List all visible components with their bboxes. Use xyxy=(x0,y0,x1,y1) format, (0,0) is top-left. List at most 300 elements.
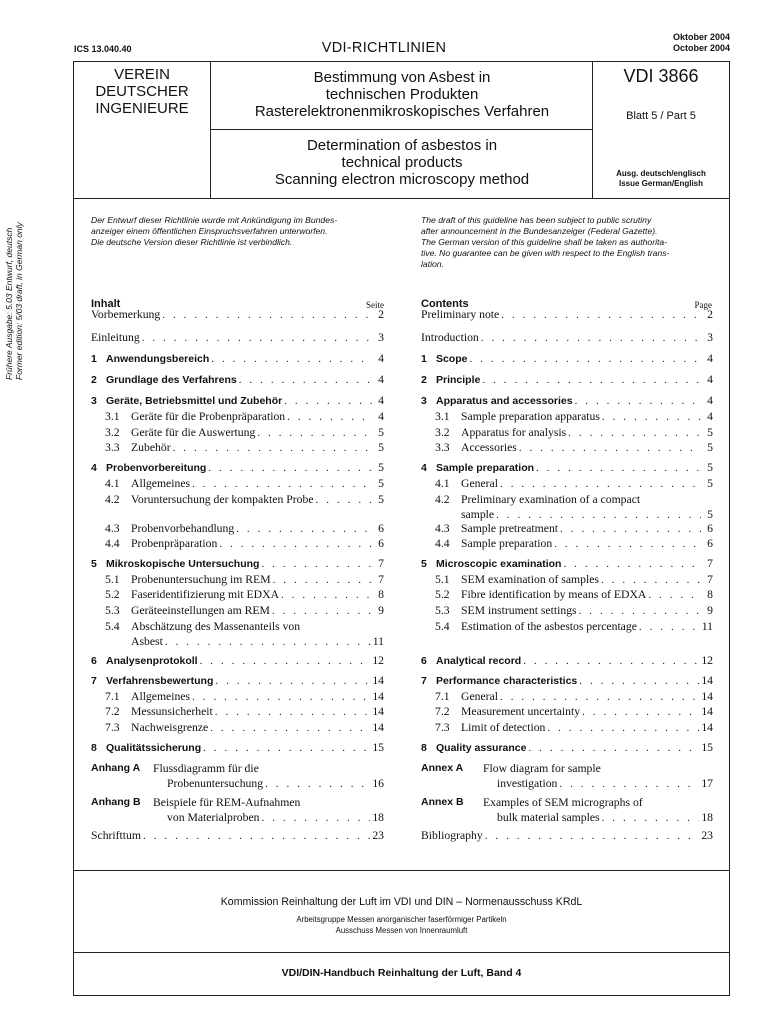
toc-section-number: 5.2 xyxy=(105,588,120,601)
toc-page-number: 2 xyxy=(378,308,384,321)
leader-dots xyxy=(215,706,371,718)
toc-page-number: 12 xyxy=(372,654,384,667)
toc-section-entry[interactable] xyxy=(91,674,384,687)
leader-dots xyxy=(500,691,699,703)
publisher-line: VEREIN xyxy=(114,66,170,83)
leader-dots xyxy=(579,675,699,687)
leader-dots xyxy=(192,478,372,490)
toc-page-number: 5 xyxy=(707,426,713,439)
toc-section-number: 7.3 xyxy=(105,721,120,734)
working-groups xyxy=(74,914,729,936)
toc-subsection-entry[interactable] xyxy=(435,604,713,617)
toc-subsection-entry[interactable] xyxy=(105,721,384,734)
toc-entry-label: General xyxy=(461,477,498,490)
leader-dots xyxy=(273,574,372,586)
former-edition-en: Former edition: 5/03 draft, in German only xyxy=(14,222,24,380)
toc-section-entry[interactable] xyxy=(91,461,384,474)
toc-page-number: 8 xyxy=(707,588,713,601)
toc-section-number: 6 xyxy=(421,655,427,667)
leader-dots xyxy=(143,830,370,842)
toc-entry-label: Geräte für die Auswertung xyxy=(131,426,256,439)
toc-subsection-entry[interactable] xyxy=(105,573,384,586)
toc-page-number: 5 xyxy=(707,508,713,521)
toc-entry-label: Allgemeines xyxy=(131,477,191,490)
toc-subsection-entry[interactable] xyxy=(435,493,713,506)
toc-entry-label: Preliminary examination of a compact xyxy=(461,493,641,506)
leader-dots xyxy=(554,538,701,550)
toc-page-number: 14 xyxy=(372,690,384,703)
toc-page-number: 5 xyxy=(378,426,384,439)
toc-section-number: 3 xyxy=(421,395,427,407)
toc-page-number: 6 xyxy=(378,522,384,535)
toc-section-number: 4 xyxy=(421,462,427,474)
toc-entry-label: Abschätzung des Massenanteils von xyxy=(131,620,301,633)
toc-entry-label: Limit of detection xyxy=(461,721,546,734)
toc-section-number: 3.2 xyxy=(105,426,120,439)
toc-heading-de: Inhalt xyxy=(91,298,121,310)
toc-page-number: 5 xyxy=(707,461,713,474)
toc-page-number: 14 xyxy=(372,721,384,734)
leader-dots xyxy=(582,706,699,718)
toc-section-entry[interactable] xyxy=(91,373,384,386)
working-group-line: Ausschuss Messen von Innenraumluft xyxy=(335,926,468,935)
toc-section-entry[interactable] xyxy=(421,352,713,365)
toc-page-number: 23 xyxy=(372,829,384,842)
toc-entry-label: Accessories xyxy=(461,441,517,454)
toc-page-number: 4 xyxy=(707,394,713,407)
leader-dots xyxy=(528,742,699,754)
toc-section-entry[interactable] xyxy=(421,674,713,687)
leader-dots xyxy=(239,374,372,386)
leader-dots xyxy=(470,353,701,365)
leader-dots xyxy=(211,353,372,365)
toc-entry-label: Estimation of the asbestos percentage xyxy=(461,620,637,633)
toc-entry-label: Quality assurance xyxy=(436,742,527,754)
toc-entry-label: Sample preparation xyxy=(461,537,553,550)
toc-entry-label: Mikroskopische Untersuchung xyxy=(106,558,260,570)
leader-dots xyxy=(281,589,372,601)
toc-subsection-entry[interactable] xyxy=(105,705,384,718)
toc-section-number: 5.4 xyxy=(435,620,450,633)
leader-dots xyxy=(261,558,372,570)
issue-date xyxy=(673,32,730,54)
toc-entry-label: investigation xyxy=(497,777,558,790)
leader-dots xyxy=(485,830,700,842)
toc-entry-label: Vorbemerkung xyxy=(91,308,161,321)
leader-dots xyxy=(568,427,701,439)
issue-date-de: Oktober 2004 xyxy=(672,32,730,42)
toc-entry-label: Zubehör xyxy=(131,441,171,454)
toc-page-number: 5 xyxy=(378,477,384,490)
publisher-line: DEUTSCHER xyxy=(95,83,189,100)
toc-section-number: 7.2 xyxy=(105,705,120,718)
divider-left xyxy=(210,62,211,198)
toc-section-number: 5.3 xyxy=(105,604,120,617)
toc-page-number: 16 xyxy=(372,777,384,790)
toc-entry-label: bulk material samples xyxy=(497,811,600,824)
toc-entry-label: Messunsicherheit xyxy=(131,705,213,718)
toc-section-entry[interactable] xyxy=(421,654,713,667)
toc-entry-label: Schrifttum xyxy=(91,829,141,842)
toc-entry-label: SEM instrument settings xyxy=(461,604,577,617)
leader-dots xyxy=(481,332,701,344)
leader-dots xyxy=(496,509,701,521)
note-line: after announcement in the Bundesanzeiger (Federal Gazette). xyxy=(421,226,658,236)
toc-entry-label: Analytical record xyxy=(436,655,522,667)
leader-dots xyxy=(142,332,372,344)
leader-dots xyxy=(559,777,699,792)
title-line: Rasterelektronenmikroskopisches Verfahren xyxy=(254,103,550,120)
toc-page-number: 18 xyxy=(701,811,713,824)
toc-section-number: 5.1 xyxy=(105,573,120,586)
toc-subsection-entry[interactable] xyxy=(105,410,384,423)
toc-entry-label: Probenuntersuchung xyxy=(167,777,264,790)
toc-subsection-entry[interactable] xyxy=(435,522,713,535)
toc-section-number: 3 xyxy=(91,395,97,407)
toc-annex-key: Anhang B xyxy=(91,796,141,808)
toc-entry-line2 xyxy=(167,776,384,792)
toc-section-number: 3.2 xyxy=(435,426,450,439)
leader-dots xyxy=(219,538,372,550)
toc-page-number: 17 xyxy=(701,777,713,790)
leader-dots xyxy=(500,478,701,490)
toc-subsection-entry[interactable] xyxy=(435,588,713,601)
toc-page-number: 4 xyxy=(378,352,384,365)
toc-page-number: 18 xyxy=(372,811,384,824)
toc-entry-label: Geräte für die Probenpräparation xyxy=(131,410,286,423)
issue-language-de: Ausg. deutsch/englisch xyxy=(616,169,706,178)
toc-page-number: 7 xyxy=(378,573,384,586)
toc-subsection-entry[interactable] xyxy=(435,477,713,490)
toc-section-number: 5.4 xyxy=(105,620,120,633)
issue-language xyxy=(593,169,729,189)
toc-entry-label: Geräteeinstellungen am REM xyxy=(131,604,270,617)
toc-entry-label: Examples of SEM micrographs of xyxy=(483,796,643,809)
toc-entry-label: Geräte, Betriebsmittel und Zubehör xyxy=(106,395,283,407)
leader-dots xyxy=(200,655,371,667)
toc-page-label-en: Page xyxy=(694,300,712,310)
toc-subsection-entry[interactable] xyxy=(105,426,384,439)
toc-section-number: 7.3 xyxy=(435,721,450,734)
toc-section-number: 5.3 xyxy=(435,604,450,617)
draft-note-en xyxy=(421,215,721,270)
toc-subsection-entry[interactable] xyxy=(105,604,384,617)
toc-section-number: 4.4 xyxy=(105,537,120,550)
note-line: anzeiger einem öffentlichen Einspruchsverfahren unterworfen. xyxy=(91,226,328,236)
toc-page-number: 12 xyxy=(701,654,713,667)
toc-page-number: 11 xyxy=(701,620,713,633)
toc-page-number: 15 xyxy=(372,741,384,754)
toc-section-entry[interactable] xyxy=(421,461,713,474)
toc-page-number: 14 xyxy=(701,674,713,687)
toc-entry-label: Preliminary note xyxy=(421,308,500,321)
toc-section-entry[interactable] xyxy=(91,394,384,407)
toc-entry-label: Probenuntersuchung im REM xyxy=(131,573,271,586)
toc-page-label-de: Seite xyxy=(366,300,384,310)
toc-entry-label: Measurement uncertainty xyxy=(461,705,581,718)
toc-subsection-entry[interactable] xyxy=(435,426,713,439)
title-line: Determination of asbestos in xyxy=(306,137,498,154)
toc-entry-line2 xyxy=(167,810,384,826)
document-number: VDI 3866 xyxy=(623,66,699,86)
toc-section-entry[interactable] xyxy=(421,557,713,570)
toc-section-number: 1 xyxy=(421,353,427,365)
toc-page-number: 14 xyxy=(701,690,713,703)
toc-page-number: 14 xyxy=(701,721,713,734)
toc-page-number: 5 xyxy=(378,461,384,474)
toc-section-entry[interactable] xyxy=(91,654,384,667)
toc-page-number: 4 xyxy=(707,352,713,365)
commission-name: Kommission Reinhaltung der Luft im VDI und DIN – Normenausschuss KRdL xyxy=(220,896,583,908)
toc-page-number: 14 xyxy=(701,705,713,718)
toc-annex-key: Annex B xyxy=(421,796,464,808)
toc-page-number: 7 xyxy=(707,573,713,586)
toc-subsection-entry[interactable] xyxy=(435,705,713,718)
note-line: Der Entwurf dieser Richtlinie wurde mit Ankündigung im Bundes- xyxy=(91,215,338,225)
leader-dots xyxy=(601,574,701,586)
toc-section-entry[interactable] xyxy=(421,741,713,754)
toc-page-number: 9 xyxy=(378,604,384,617)
note-line: Die deutsche Version dieser Richtlinie ist verbindlich. xyxy=(91,237,293,247)
toc-annex-key: Annex A xyxy=(421,762,464,774)
toc-section-number: 5.2 xyxy=(435,588,450,601)
toc-section-number: 4.2 xyxy=(105,493,120,506)
leader-dots xyxy=(192,691,370,703)
toc-entry-label: Microscopic examination xyxy=(436,558,562,570)
leader-dots xyxy=(579,605,701,617)
toc-page-number: 14 xyxy=(372,705,384,718)
toc-page-number: 4 xyxy=(707,410,713,423)
toc-heading-en: Contents xyxy=(421,298,469,310)
toc-section-number: 2 xyxy=(91,374,97,386)
title-german xyxy=(212,69,592,120)
leader-dots xyxy=(563,558,701,570)
toc-subsection-entry[interactable] xyxy=(105,522,384,535)
toc-page-number: 4 xyxy=(378,373,384,386)
leader-dots xyxy=(287,411,372,423)
toc-section-number: 1 xyxy=(91,353,97,365)
toc-entry-label: von Materialproben xyxy=(167,811,260,824)
note-line: The draft of this guideline has been subject to public scrutiny xyxy=(421,215,652,225)
note-line: tive. No guarantee can be given with respect to the English trans- xyxy=(421,248,670,258)
toc-entry-label: Allgemeines xyxy=(131,690,191,703)
handbook-reference: VDI/DIN-Handbuch Reinhaltung der Luft, Band 4 xyxy=(281,967,522,979)
toc-entry-label: Scope xyxy=(436,353,468,365)
toc-section-number: 3.1 xyxy=(435,410,450,423)
leader-dots xyxy=(272,605,372,617)
toc-subsection-entry[interactable] xyxy=(105,620,384,633)
toc-subsection-entry[interactable] xyxy=(105,477,384,490)
ics-code: ICS 13.040.40 xyxy=(74,44,132,54)
toc-section-number: 7.1 xyxy=(435,690,450,703)
toc-section-number: 7 xyxy=(421,675,427,687)
toc-subsection-entry[interactable] xyxy=(435,573,713,586)
toc-entry-label: Introduction xyxy=(421,331,479,344)
toc-subsection-entry[interactable] xyxy=(105,588,384,601)
leader-dots xyxy=(236,523,372,535)
toc-page-number: 4 xyxy=(378,410,384,423)
toc-section-number: 4.3 xyxy=(435,522,450,535)
toc-subsection-entry[interactable] xyxy=(435,441,713,454)
toc-section-number: 5 xyxy=(421,558,427,570)
toc-page-number: 4 xyxy=(378,394,384,407)
toc-page-number: 14 xyxy=(372,674,384,687)
toc-entry-label: sample xyxy=(461,508,495,521)
toc-subsection-entry[interactable] xyxy=(105,493,384,506)
toc-section-number: 3.3 xyxy=(105,441,120,454)
toc-section-number: 4.1 xyxy=(435,477,450,490)
toc-entry[interactable] xyxy=(421,331,713,344)
divider-header-bottom xyxy=(74,198,729,199)
toc-section-number: 5 xyxy=(91,558,97,570)
leader-dots xyxy=(210,722,370,734)
toc-page-number: 11 xyxy=(372,635,384,648)
toc-entry-label: Probenvorbereitung xyxy=(106,462,207,474)
former-edition-de: Frühere Ausgabe: 5.03 Entwurf, deutsch xyxy=(4,227,14,380)
toc-entry-label: Bibliography xyxy=(421,829,483,842)
toc-section-entry[interactable] xyxy=(421,394,713,407)
toc-entry[interactable] xyxy=(421,829,713,842)
toc-page-number: 5 xyxy=(707,477,713,490)
toc-subsection-entry[interactable] xyxy=(435,721,713,734)
toc-subsection-entry[interactable] xyxy=(435,537,713,550)
toc-subsection-entry[interactable] xyxy=(435,410,713,423)
toc-page-number: 7 xyxy=(378,557,384,570)
toc-section-number: 4.1 xyxy=(105,477,120,490)
toc-section-number: 4 xyxy=(91,462,97,474)
toc-section-number: 3.3 xyxy=(435,441,450,454)
toc-entry-label: Performance characteristics xyxy=(436,675,578,687)
toc-subsection-entry[interactable] xyxy=(105,690,384,703)
toc-entry-label: Flow diagram for sample xyxy=(483,762,601,775)
leader-dots xyxy=(602,411,701,423)
toc-page-number: 15 xyxy=(701,741,713,754)
toc-subsection-entry[interactable] xyxy=(435,620,713,633)
leader-dots xyxy=(602,811,700,826)
toc-entry-label: Voruntersuchung der kompakten Probe xyxy=(131,493,314,506)
toc-entry-label: Flussdiagramm für die xyxy=(153,762,259,775)
leader-dots xyxy=(165,636,371,648)
toc-entry-label: SEM examination of samples xyxy=(461,573,599,586)
toc-entry-label: Qualitätssicherung xyxy=(106,742,202,754)
toc-entry-label: Faseridentifizierung mit EDXA xyxy=(131,588,280,601)
working-group-line: Arbeitsgruppe Messen anorganischer faserförmiger Partikeln xyxy=(296,915,507,924)
toc-page-number: 9 xyxy=(707,604,713,617)
toc-section-number: 4.4 xyxy=(435,537,450,550)
toc-entry[interactable] xyxy=(91,331,384,344)
toc-section-number: 7.2 xyxy=(435,705,450,718)
toc-page-number: 8 xyxy=(378,588,384,601)
toc-section-number: 8 xyxy=(421,742,427,754)
title-english xyxy=(212,137,592,188)
toc-section-number: 8 xyxy=(91,742,97,754)
toc-section-entry[interactable] xyxy=(91,352,384,365)
leader-dots xyxy=(575,395,701,407)
toc-subsection-entry[interactable] xyxy=(105,441,384,454)
toc-entry-label: Grundlage des Verfahrens xyxy=(106,374,237,386)
divider-footer xyxy=(74,952,729,953)
toc-entry[interactable] xyxy=(421,308,713,321)
toc-page-number: 5 xyxy=(378,441,384,454)
toc-entry-label: Einleitung xyxy=(91,331,140,344)
publisher-name xyxy=(74,66,210,117)
draft-note-de xyxy=(91,215,391,248)
toc-page-number: 6 xyxy=(707,537,713,550)
title-line: technischen Produkten xyxy=(325,86,479,103)
toc-annex-key: Anhang A xyxy=(91,762,141,774)
toc-entry-line2 xyxy=(497,810,713,826)
issue-date-en: October 2004 xyxy=(672,43,730,53)
toc-page-number: 4 xyxy=(707,373,713,386)
toc-entry-line2 xyxy=(497,776,713,792)
series-title: VDI-RICHTLINIEN xyxy=(321,40,447,56)
toc-entry[interactable] xyxy=(91,829,384,842)
toc-section-number: 2 xyxy=(421,374,427,386)
toc-entry-label: Verfahrensbewertung xyxy=(106,675,214,687)
leader-dots xyxy=(523,655,699,667)
leader-dots xyxy=(203,742,370,754)
leader-dots xyxy=(284,395,372,407)
title-line: Scanning electron microscopy method xyxy=(274,171,530,188)
toc-section-entry[interactable] xyxy=(91,741,384,754)
leader-dots xyxy=(501,309,701,321)
toc-entry-line2 xyxy=(131,635,384,648)
leader-dots xyxy=(547,722,699,734)
leader-dots xyxy=(215,675,370,687)
toc-entry-label: Fibre identification by means of EDXA xyxy=(461,588,647,601)
toc-entry-label: Asbest xyxy=(131,635,163,648)
toc-entry[interactable] xyxy=(91,308,384,321)
toc-entry-label: Beispiele für REM-Aufnahmen xyxy=(153,796,301,809)
toc-page-number: 6 xyxy=(378,537,384,550)
toc-section-number: 7.1 xyxy=(105,690,120,703)
toc-entry-label: Probenpräparation xyxy=(131,537,218,550)
leader-dots xyxy=(265,777,370,792)
toc-section-number: 7 xyxy=(91,675,97,687)
leader-dots xyxy=(648,589,701,601)
toc-page-number: 3 xyxy=(378,331,384,344)
title-line: Bestimmung von Asbest in xyxy=(313,69,491,86)
toc-entry-label: Nachweisgrenze xyxy=(131,721,209,734)
leader-dots xyxy=(162,309,372,321)
issue-language-en: Issue German/English xyxy=(618,179,704,188)
toc-entry-label: Apparatus for analysis xyxy=(461,426,567,439)
divider-title-mid xyxy=(210,129,593,130)
former-edition-note xyxy=(4,222,24,380)
toc-subsection-entry[interactable] xyxy=(105,537,384,550)
toc-entry-label: Probenvorbehandlung xyxy=(131,522,235,535)
toc-subsection-entry[interactable] xyxy=(435,690,713,703)
toc-section-entry[interactable] xyxy=(421,373,713,386)
toc-section-entry[interactable] xyxy=(91,557,384,570)
toc-page-number: 7 xyxy=(707,557,713,570)
toc-entry-label: Anwendungsbereich xyxy=(106,353,210,365)
note-line: The German version of this guideline shall be taken as authorita- xyxy=(421,237,668,247)
leader-dots xyxy=(262,811,371,826)
document-part: Blatt 5 / Part 5 xyxy=(626,110,696,122)
toc-entry-label: General xyxy=(461,690,498,703)
toc-entry-line2 xyxy=(461,508,713,521)
toc-page-number: 5 xyxy=(378,493,384,506)
title-line: technical products xyxy=(341,154,463,171)
leader-dots xyxy=(173,442,372,454)
toc-page-number: 5 xyxy=(707,441,713,454)
publisher-line: INGENIEURE xyxy=(95,100,189,117)
leader-dots xyxy=(257,427,372,439)
leader-dots xyxy=(316,494,372,506)
leader-dots xyxy=(208,462,372,474)
toc-section-number: 6 xyxy=(91,655,97,667)
